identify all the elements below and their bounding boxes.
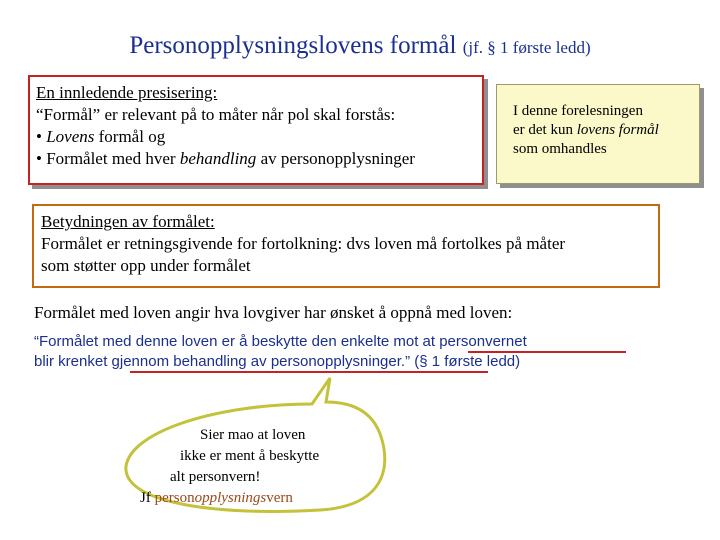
note-line-2-italic: lovens formål: [576, 122, 659, 138]
quote-reference: (§ 1 første ledd): [410, 353, 521, 370]
bubble-line-1: Sier mao at loven: [200, 427, 306, 443]
meaning-line-1: Formålet er retningsgivende for fortolkning: dvs loven må fortolkes på måter: [41, 234, 566, 253]
note-line-1: I denne forelesningen: [513, 103, 643, 119]
bubble-line-3: alt personvern!: [170, 469, 261, 485]
title-reference: (jf. § 1 første ledd): [462, 38, 591, 57]
meaning-heading: Betydningen av formålet:: [41, 212, 215, 231]
purpose-text: Formålet med loven angir hva lovgiver har ønsket å oppnå med loven:: [34, 303, 513, 322]
bullet-marker: •: [36, 127, 47, 146]
bullet-2-prefix: • Formålet med hver: [36, 149, 180, 168]
bubble-line-4: [140, 488, 340, 509]
bullet-1-rest: formål og: [94, 127, 166, 146]
intro-line: “Formål” er relevant på to måter når pol skal forstås:: [36, 105, 396, 124]
bubble-line-2: ikke er ment å beskytte: [180, 448, 320, 464]
note-line-3: som omhandles: [513, 141, 607, 157]
bubble-word-opplysnings: opplysnings: [194, 490, 267, 506]
quote-line-2-text: blir krenket gjennom behandling av personopplysninger.”: [34, 353, 411, 370]
meaning-line-2: som støtter opp under formålet: [41, 256, 251, 275]
quote-line-1: “Formålet med denne loven er å beskytte den enkelte mot at personvernet: [34, 333, 527, 350]
speech-bubble-text: [140, 425, 340, 509]
intro-heading: En innledende presisering:: [36, 83, 218, 102]
bubble-line-4-prefix: Jf: [140, 490, 155, 506]
bubble-word-person: person: [154, 490, 195, 506]
title-main: Personopplysningslovens formål: [129, 32, 457, 59]
bullet-2-italic: behandling: [179, 149, 257, 168]
bullet-1-italic: Lovens: [46, 127, 95, 146]
bubble-word-vern: vern: [266, 490, 293, 506]
note-line-2-prefix: er det kun: [513, 122, 577, 138]
bullet-2-rest: av personopplysninger: [256, 149, 415, 168]
